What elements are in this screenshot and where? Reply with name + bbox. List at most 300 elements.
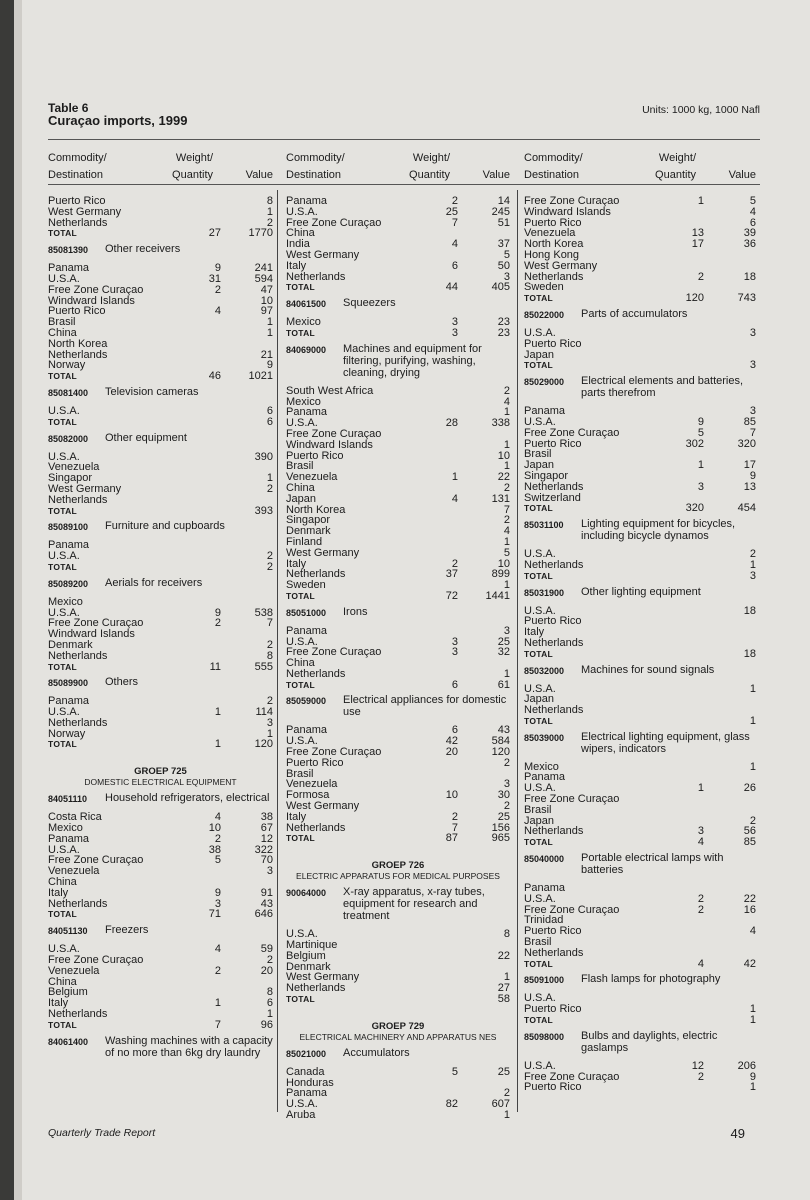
destination-name: Belgium	[286, 949, 326, 962]
destination-name: Netherlands	[48, 716, 108, 729]
quantity-value: 28	[445, 417, 458, 430]
destination-name: Trinidad	[524, 914, 564, 927]
quantity-value: 4	[697, 957, 704, 970]
value-amount: 1	[266, 326, 273, 339]
destination-name: TOTAL	[286, 833, 316, 844]
destination-name: Brasil	[286, 767, 314, 780]
table-row	[524, 926, 756, 937]
destination-name: Puerto Rico	[286, 756, 344, 769]
destination-name: U.S.A.	[48, 706, 80, 719]
total-row	[286, 282, 510, 293]
value-amount: 13	[743, 480, 756, 493]
commodity-heading	[48, 924, 273, 937]
destination-name: Honduras	[286, 1076, 334, 1089]
value-amount: 322	[254, 843, 273, 856]
value-amount: 22	[497, 471, 510, 484]
destination-name: West Germany	[286, 800, 360, 813]
destination-name: TOTAL	[48, 228, 78, 239]
table-row	[286, 218, 510, 229]
value-amount: 5	[749, 195, 756, 207]
value-amount: 43	[497, 724, 510, 737]
value-amount: 30	[497, 789, 510, 802]
value-amount: 7	[266, 617, 273, 630]
commodity-code: 84069000	[286, 344, 327, 355]
destination-name: Free Zone Curaçao	[524, 793, 620, 806]
destination-name: U.S.A.	[48, 550, 80, 563]
commodity-title: Aerials for receivers	[105, 576, 203, 589]
weight-header: Weight/	[412, 152, 450, 164]
table-column-2	[286, 196, 510, 1121]
commodity-code: 84061400	[48, 1036, 89, 1047]
value-amount: 6	[749, 216, 756, 229]
destination-header: Destination	[48, 169, 104, 181]
value-amount: 22	[743, 892, 756, 905]
destination-name: Free Zone Curaçao	[48, 954, 144, 967]
value-amount: 2	[266, 638, 273, 651]
value-amount: 1770	[248, 227, 273, 240]
destination-name: Venezuela	[48, 461, 100, 474]
value-amount: 584	[491, 735, 510, 748]
destination-name: TOTAL	[286, 590, 316, 601]
total-row	[48, 228, 273, 239]
value-amount: 4	[749, 205, 756, 218]
destination-name: Netherlands	[286, 568, 346, 581]
destination-name: U.S.A.	[524, 415, 556, 428]
destination-name: U.S.A.	[524, 604, 556, 617]
value-amount: 1	[266, 472, 273, 485]
row-group	[48, 540, 273, 572]
destination-name: Italy	[286, 259, 307, 272]
commodity-header: Commodity/	[48, 152, 107, 164]
quantity-value: 1	[697, 782, 704, 795]
value-amount: 1	[266, 316, 273, 329]
table-row	[524, 482, 756, 493]
table-row	[524, 826, 756, 837]
destination-name: China	[48, 326, 77, 339]
destination-name: Netherlands	[524, 825, 584, 838]
destination-name: China	[286, 227, 315, 240]
value-header: Value	[482, 169, 510, 181]
destination-name: South West Africa	[286, 384, 374, 397]
destination-name: Puerto Rico	[48, 305, 106, 318]
value-amount: 25	[497, 635, 510, 648]
destination-name: Mexico	[286, 395, 321, 408]
total-row	[524, 503, 756, 514]
quantity-value: 1	[697, 459, 704, 472]
commodity-code: 85081390	[48, 245, 89, 256]
value-amount: 1	[266, 727, 273, 740]
commodity-heading	[524, 586, 756, 599]
quantity-value: 1	[214, 706, 221, 719]
quantity-value: 3	[214, 897, 221, 910]
value-amount: 8	[266, 195, 273, 207]
commodity-heading	[48, 386, 273, 399]
destination-name: Italy	[48, 997, 69, 1010]
table-row	[286, 451, 510, 462]
value-amount: 32	[497, 646, 510, 659]
value-amount: 114	[255, 706, 273, 719]
destination-name: Netherlands	[524, 704, 584, 717]
destination-name: China	[286, 481, 315, 494]
commodity-code: 85051000	[286, 607, 327, 618]
table-row	[48, 696, 273, 707]
destination-name: U.S.A.	[286, 928, 318, 941]
value-amount: 51	[497, 216, 510, 229]
total-row	[524, 360, 756, 371]
quantity-value: 7	[451, 216, 458, 229]
commodity-title: Squeezers	[343, 297, 396, 310]
table-row	[286, 472, 510, 483]
destination-name: China	[286, 657, 315, 670]
quantity-value: 3	[697, 825, 704, 838]
total-row	[48, 739, 273, 750]
destination-name: Netherlands	[524, 636, 584, 649]
commodity-heading	[48, 520, 273, 533]
commodity-code: 84051110	[48, 794, 88, 805]
quantity-value: 17	[691, 238, 704, 251]
destination-name: West Germany	[48, 482, 122, 495]
commodity-heading	[286, 886, 510, 922]
commodity-title: Portable electrical lamps with batteries	[581, 852, 724, 877]
destination-name: Netherlands	[286, 270, 346, 283]
table-row	[524, 1004, 756, 1015]
destination-name: Singapor	[48, 472, 93, 485]
table-row	[286, 758, 510, 769]
value-amount: 2	[503, 384, 510, 397]
value-amount: 18	[743, 647, 756, 660]
value-amount: 1	[266, 205, 273, 218]
destination-name: Free Zone Curaçao	[48, 283, 144, 296]
commodity-code: 85098000	[524, 1031, 565, 1042]
group-subtitle: DOMESTIC ELECTRICAL EQUIPMENT	[84, 777, 237, 788]
value-amount: 85	[743, 836, 756, 849]
quantity-value: 2	[451, 195, 458, 207]
value-amount: 10	[497, 557, 510, 570]
quantity-value: 38	[208, 843, 221, 856]
row-group	[48, 597, 273, 673]
destination-name: TOTAL	[48, 661, 78, 672]
quantity-value: 9	[214, 606, 221, 619]
commodity-heading	[48, 432, 273, 445]
table-row	[286, 272, 510, 283]
destination-name: Netherlands	[286, 982, 346, 995]
row-group	[48, 452, 273, 517]
table-row	[48, 987, 273, 998]
quantity-value: 5	[697, 426, 704, 439]
table-row	[524, 794, 756, 805]
value-amount: 5	[503, 546, 510, 559]
destination-name: Windward Islands	[286, 438, 373, 451]
value-amount: 9	[749, 469, 756, 482]
total-row	[48, 1020, 273, 1031]
quantity-value: 2	[214, 283, 221, 296]
value-amount: 18	[743, 270, 756, 283]
commodity-code: 84051130	[48, 926, 88, 937]
row-group	[286, 386, 510, 602]
row-group	[48, 263, 273, 382]
value-amount: 9	[749, 1070, 756, 1083]
value-amount: 14	[497, 195, 510, 207]
table-row	[524, 1082, 756, 1093]
value-amount: 23	[497, 326, 510, 339]
destination-name: U.S.A.	[48, 843, 80, 856]
row-group	[524, 993, 756, 1025]
quantity-value: 7	[451, 821, 458, 834]
table-row	[524, 493, 756, 504]
table-row	[524, 282, 756, 293]
table-row	[286, 250, 510, 261]
value-amount: 454	[737, 502, 756, 515]
destination-name: Italy	[48, 886, 69, 899]
value-amount: 6	[266, 997, 273, 1010]
row-group	[48, 696, 273, 750]
destination-name: Free Zone Curaçao	[286, 746, 382, 759]
destination-name: TOTAL	[524, 1015, 554, 1026]
row-group	[286, 725, 510, 844]
quantity-value: 6	[451, 259, 458, 272]
destination-name: Puerto Rico	[524, 1003, 582, 1016]
row-group	[48, 812, 273, 920]
value-amount: 120	[491, 746, 510, 759]
row-group	[524, 1061, 756, 1093]
value-amount: 405	[491, 281, 510, 294]
value-amount: 25	[497, 1065, 510, 1078]
destination-name: U.S.A.	[286, 417, 318, 430]
quantity-value: 5	[214, 854, 221, 867]
destination-name: Free Zone Curaçao	[48, 617, 144, 630]
table-row	[524, 805, 756, 816]
destination-name: Brasil	[524, 936, 552, 949]
value-amount: 607	[491, 1098, 510, 1111]
commodity-heading	[286, 694, 510, 718]
commodity-heading	[524, 308, 756, 321]
destination-name: U.S.A.	[48, 450, 80, 463]
table-row	[48, 899, 273, 910]
table-row	[286, 725, 510, 736]
value-header: Value	[245, 169, 273, 181]
table-row	[286, 407, 510, 418]
commodity-code: 85089100	[48, 522, 89, 533]
destination-name: TOTAL	[48, 1019, 78, 1030]
quantity-value: 37	[445, 568, 458, 581]
table-row	[286, 196, 510, 207]
table-row	[524, 1061, 756, 1072]
value-amount: 85	[743, 415, 756, 428]
destination-name: Puerto Rico	[524, 615, 582, 628]
value-amount: 743	[737, 292, 756, 305]
destination-name: U.S.A.	[286, 735, 318, 748]
value-amount: 22	[497, 949, 510, 962]
table-row	[286, 626, 510, 637]
commodity-heading	[524, 375, 756, 399]
commodity-title: Household refrigerators, electrical	[105, 792, 270, 805]
table-row	[286, 983, 510, 994]
total-row	[286, 591, 510, 602]
quantity-value: 11	[209, 660, 221, 673]
destination-name: Puerto Rico	[286, 449, 344, 462]
group-subtitle: ELECTRICAL MACHINERY AND APPARATUS NES	[299, 1031, 497, 1042]
commodity-code: 85091000	[524, 975, 565, 986]
row-group	[48, 944, 273, 1030]
value-amount: 1	[503, 535, 510, 548]
value-amount: 39	[743, 227, 756, 240]
destination-name: TOTAL	[286, 994, 316, 1005]
table-row	[48, 285, 273, 296]
destination-name: Denmark	[286, 525, 331, 538]
total-row	[286, 994, 510, 1005]
value-amount: 3	[749, 359, 756, 372]
value-amount: 38	[260, 811, 273, 824]
value-amount: 3	[503, 270, 510, 283]
quantity-value: 4	[451, 238, 458, 251]
destination-name: TOTAL	[286, 679, 316, 690]
destination-name: West Germany	[286, 546, 360, 559]
value-amount: 2	[266, 216, 273, 229]
quantity-value: 44	[445, 281, 458, 294]
commodity-heading	[48, 792, 273, 805]
quantity-value: 1	[214, 997, 221, 1010]
value-amount: 20	[260, 964, 273, 977]
destination-name: Panama	[48, 832, 89, 845]
destination-name: U.S.A.	[524, 326, 556, 339]
table-row	[48, 834, 273, 845]
table-row	[286, 1088, 510, 1099]
value-amount: 2	[266, 560, 273, 573]
quantity-value: 1	[697, 195, 704, 207]
total-row	[286, 680, 510, 691]
destination-name: Italy	[286, 810, 307, 823]
destination-name: Japan	[286, 492, 316, 505]
destination-name: Free Zone Curaçao	[286, 216, 382, 229]
quantity-value: 27	[208, 227, 221, 240]
value-amount: 2	[749, 548, 756, 561]
value-amount: 1	[749, 1081, 756, 1094]
quantity-header: Quantity	[655, 169, 696, 181]
table-row	[524, 772, 756, 783]
destination-name: Japan	[524, 459, 554, 472]
row-group	[286, 929, 510, 1005]
row-group	[524, 196, 756, 304]
commodity-heading	[286, 297, 510, 310]
commodity-title: Others	[105, 676, 139, 689]
table-row	[48, 207, 273, 218]
table-row	[48, 218, 273, 229]
quantity-value: 12	[691, 1059, 704, 1072]
destination-name: Netherlands	[524, 270, 584, 283]
destination-name: Netherlands	[524, 480, 584, 493]
destination-name: Singapor	[524, 469, 569, 482]
value-amount: 8	[266, 649, 273, 662]
row-group	[48, 196, 273, 239]
quantity-value: 2	[697, 1070, 704, 1083]
destination-name: TOTAL	[48, 416, 78, 427]
table-row	[48, 339, 273, 350]
value-amount: 4	[503, 395, 510, 408]
total-row	[524, 293, 756, 304]
value-amount: 50	[497, 259, 510, 272]
table-row	[48, 551, 273, 562]
table-row	[48, 306, 273, 317]
commodity-code: 90064000	[286, 888, 327, 899]
commodity-title: Machines and equipment for filtering, purifying, washing, cleaning, drying	[343, 342, 482, 379]
quantity-value: 1	[451, 471, 458, 484]
destination-name: India	[286, 238, 310, 251]
destination-name: U.S.A.	[524, 682, 556, 695]
destination-name: TOTAL	[286, 327, 316, 338]
row-group	[524, 762, 756, 848]
value-amount: 8	[503, 928, 510, 941]
value-amount: 37	[497, 238, 510, 251]
value-amount: 120	[254, 738, 273, 751]
total-row	[524, 959, 756, 970]
header-rule	[48, 139, 760, 140]
destination-name: Japan	[524, 348, 554, 361]
group-subtitle: ELECTRIC APPARATUS FOR MEDICAL PURPOSES	[296, 871, 500, 882]
destination-name: U.S.A.	[524, 782, 556, 795]
destination-name: TOTAL	[48, 739, 78, 750]
commodity-heading	[48, 676, 273, 689]
commodity-title: Electrical appliances for domestic use	[343, 694, 507, 719]
value-amount: 594	[254, 272, 273, 285]
destination-name: TOTAL	[48, 561, 78, 572]
total-row	[524, 649, 756, 660]
table-row	[524, 560, 756, 571]
quantity-value: 71	[208, 908, 221, 921]
total-row	[524, 1015, 756, 1026]
destination-name: Brasil	[524, 803, 552, 816]
commodity-title: Electrical elements and batteries, parts therefrom	[581, 375, 744, 400]
value-amount: 1	[749, 714, 756, 727]
quantity-value: 3	[451, 326, 458, 339]
quantity-value: 87	[445, 832, 458, 845]
value-amount: 96	[260, 1018, 273, 1031]
quantity-value: 46	[208, 370, 221, 383]
value-amount: 646	[254, 908, 273, 921]
value-amount: 390	[254, 450, 273, 463]
total-row	[524, 571, 756, 582]
group-heading	[286, 1021, 510, 1043]
destination-name: U.S.A.	[48, 272, 80, 285]
destination-name: Venezuela	[48, 964, 100, 977]
table-row	[286, 1110, 510, 1121]
value-amount: 58	[497, 993, 510, 1006]
commodity-code: 85029000	[524, 377, 565, 388]
destination-name: Italy	[524, 626, 545, 639]
commodity-title: Irons	[343, 605, 368, 618]
table-row	[286, 548, 510, 559]
destination-name: Martinique	[286, 939, 338, 952]
commodity-title: Television cameras	[105, 385, 199, 398]
commodity-heading	[524, 1030, 756, 1054]
quantity-value: 2	[697, 903, 704, 916]
commodity-heading	[524, 973, 756, 986]
value-amount: 2	[266, 550, 273, 563]
value-amount: 70	[260, 854, 273, 867]
page-binding-edge	[0, 0, 14, 1200]
commodity-title: Accumulators	[343, 1046, 410, 1059]
commodity-title: Other equipment	[105, 431, 187, 444]
table-row	[524, 207, 756, 218]
destination-name: Puerto Rico	[524, 337, 582, 350]
value-amount: 1	[749, 682, 756, 695]
destination-name: Panama	[286, 406, 327, 419]
value-amount: 1	[749, 1003, 756, 1016]
destination-name: TOTAL	[48, 505, 78, 516]
quantity-value: 9	[697, 415, 704, 428]
row-group	[286, 196, 510, 293]
destination-name: U.S.A.	[524, 892, 556, 905]
value-header: Value	[728, 169, 756, 181]
